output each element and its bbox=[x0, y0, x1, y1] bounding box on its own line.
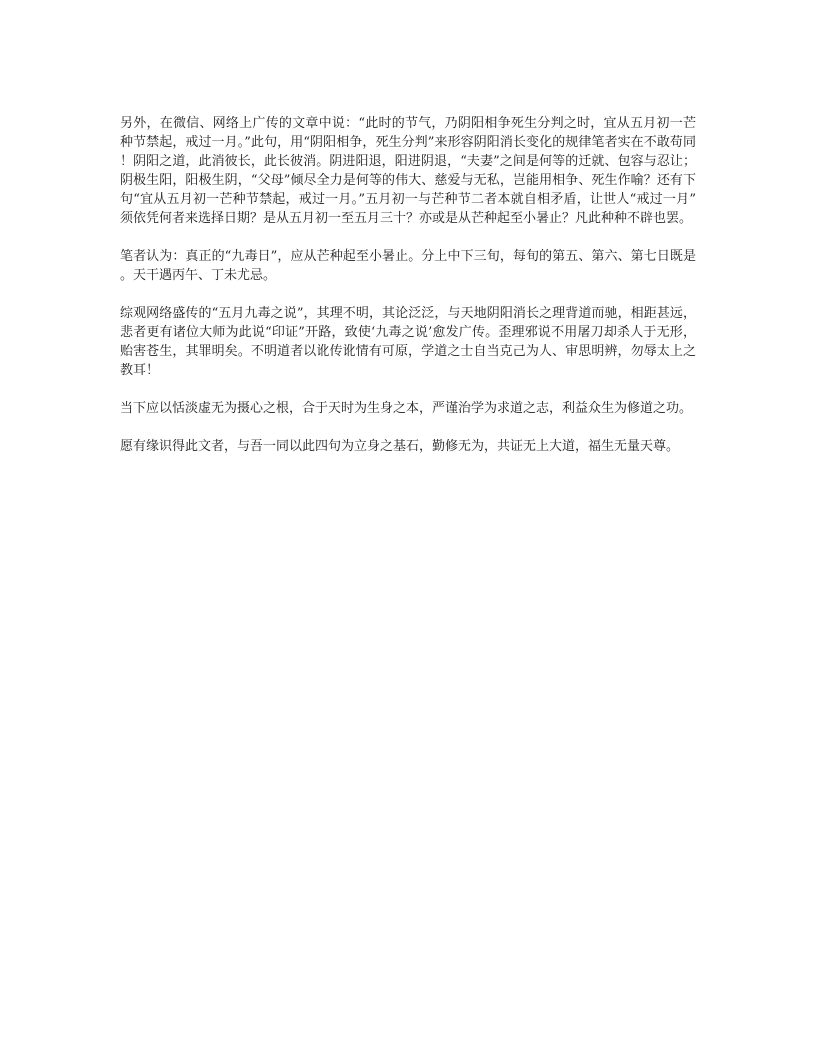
document-page bbox=[120, 114, 696, 475]
paragraph-1: 另外，在微信、网络上广传的文章中说：“此时的节气，乃阴阳相争死生分判之时，宜从五月初一芒种节禁起，戒过一月。”此句，用“阴阳相争，死生分判”来形容阴阳消长变化的规律笔者实在不敢苟同！阴阳之道，此消彼长，此长彼消。阴进阳退，阳进阴退，“夫妻”之间是何等的迁就、包容与忍让；阴极生阳，阳极生阴，“父母”倾尽全力是何等的伟大、慈爱与无私，岂能用相争、死生作喻？还有下句“宜从五月初一芒种节禁起，戒过一月。”五月初一与芒种节二者本就自相矛盾，让世人“戒过一月”须依凭何者来选择日期？是从五月初一至五月三十？亦或是从芒种起至小暑止？凡此种种不辟也罢。 bbox=[120, 116, 696, 226]
paragraph-3: 综观网络盛传的“五月九毒之说”，其理不明，其论泛泛，与天地阴阳消长之理背道而驰，相距甚远，悲者更有诸位大师为此说“印证”开路，致使‘九毒之说’愈发广传。歪理邪说不用屠刀却杀人于无形，贻害苍生，其罪明矣。不明道者以讹传讹情有可原，学道之士自当克己为人、审思明辨，勿辱太上之教耳！ bbox=[120, 306, 696, 378]
paragraph-2: 笔者认为：真正的“九毒日”，应从芒种起至小暑止。分上中下三旬，每旬的第五、第六、第七日既是。天干遇丙午、丁未尤忌。 bbox=[120, 249, 696, 283]
paragraph-4: 当下应以恬淡虚无为摄心之根，合于天时为生身之本，严谨治学为求道之志，利益众生为修道之功。 bbox=[120, 401, 693, 416]
paragraph-5: 愿有缘识得此文者，与吾一同以此四句为立身之基石，勤修无为，共证无上大道，福生无量天尊。 bbox=[120, 439, 680, 454]
